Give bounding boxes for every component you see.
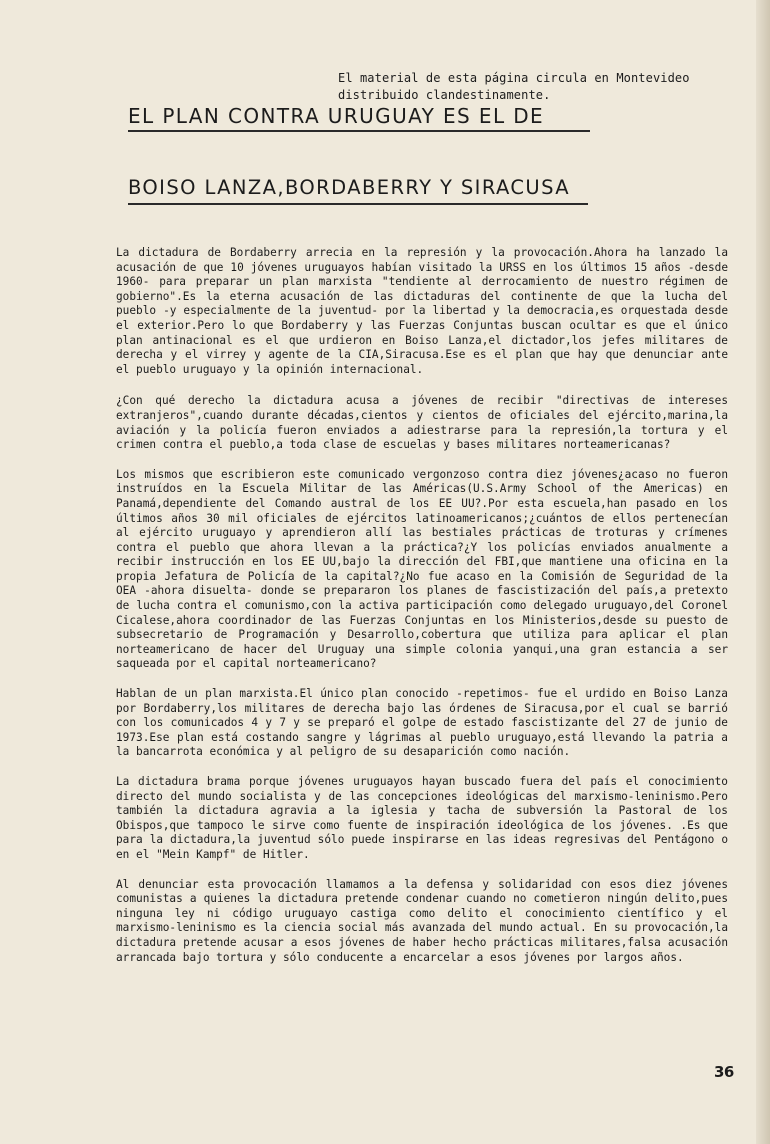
headline-underline-2 — [128, 203, 588, 205]
paragraph-1: La dictadura de Bordaberry arrecia en la represión y la provocación.Ahora ha lanzado la acusación de que 10 jóvenes uruguayos habían visitado la URSS en los últimos 15 años -desde 1960- para preparar un plan marxista "tendiente al derrocamiento de nuestro régimen de gobierno".Es la eterna acusación de las dictaduras del continente de que la lucha del pueblo -y especialmente de la juventud- por la libertad y la democracia,es orquestada desde el exterior.Pero lo que Bordaberry y las Fuerzas Conjuntas buscan ocultar es que el único plan antinacional es el que urdieron en Boiso Lanza,el dictador,los jefes militares de derecha y el virrey y agente de la CIA,Siracusa.Ese es el plan que hay que denunciar ante el pueblo uruguayo y la opinión internacional. — [116, 246, 728, 376]
paragraph-2: ¿Con qué derecho la dictadura acusa a jóvenes de recibir "directivas de intereses extranjeros",cuando durante décadas,cientos y cientos de oficiales del ejército,marina,la aviación y la policía fueron enviados a adiestrarse para la represión,la tortura y el crimen contra el pueblo,a toda clase de escuelas y bases militares norteamericanas? — [116, 394, 728, 452]
headline-line-1: EL PLAN CONTRA URUGUAY ES EL DE — [128, 104, 545, 128]
distribution-note: El material de esta página circula en Montevideo distribuido clandestinamente. — [338, 71, 690, 102]
paragraph-4: Hablan de un plan marxista.El único plan conocido -repetimos- fue el urdido en Boiso Lanza por Bordaberry,los militares de derecha bajo las órdenes de Siracusa,por el cual se barrió con los comunicados 4 y 7 y se preparó el golpe de estado fascistizante del 27 de junio de 1973.Ese plan está costando sangre y lágrimas al pueblo uruguayo,está llevando la patria a la bancarrota económica y al peligro de su desaparición como nación. — [116, 687, 728, 759]
page-edge-shadow — [756, 0, 770, 1144]
paragraph-6: Al denunciar esta provocación llamamos a la defensa y solidaridad con esos diez jóvenes comunistas a quienes la dictadura pretende condenar cuando no cometieron ningún delito,pues ninguna ley ni código uruguayo castiga como delito el conocimiento científico y el marxismo-leninismo es la ciencia social más avanzada del mundo actual. En su provocación,la dictadura pretende acusar a esos jóvenes de haber hecho prácticas militares,falsa acusación arrancada bajo tortura y sólo conducente a encarcelar a esos jóvenes por largos años. — [116, 877, 728, 964]
article-body — [116, 246, 728, 980]
headline-line-2: BOISO LANZA,BORDABERRY Y SIRACUSA — [128, 176, 570, 199]
paragraph-5: La dictadura brama porque jóvenes uruguayos hayan buscado fuera del país el conocimiento directo del mundo socialista y de las concepciones ideológicas del marxismo-leninismo.Pero también la dictadura agravia a la iglesia y tacha de subversión la Pastoral de los Obispos,que tampoco le sirve como fuente de inspiración ideológica de los jóvenes. .Es que para la dictadura,la juventud sólo puede inspirarse en las ideas regresivas del Pentágono o en el "Mein Kampf" de Hitler. — [116, 775, 728, 861]
headline-underline-1 — [128, 130, 590, 132]
paragraph-3: Los mismos que escribieron este comunicado vergonzoso contra diez jóvenes¿acaso no fueron instruídos en la Escuela Militar de las Américas(U.S.Army School of the Americas) en Panamá,dependiente del Comando austral de los EE UU?.Por esta escuela,han pasado en los últimos años 30 mil oficiales de ejércitos latinoamericanos;¿cuántos de ellos pertenecían al ejército uruguayo y aprendieron allí las bestiales prácticas de troturas y crímenes contra el pueblo que ahora llevan a la práctica?¿Y los policías enviados anualmente a recibir instrucción en los EE UU,bajo la dirección del FBI,que mantiene una oficina en la propia Jefatura de Policía de la capital?¿No fue acaso en la Comisión de Seguridad de la OEA -ahora disuelta- donde se prepararon los planes de fascistización del país,a pretexto de lucha contra el comunismo,con la activa participación como delegado uruguayo,del Coronel Cicalese,ahora coordinador de las Fuerzas Conjuntas en los Ministerios,desde su puesto de subsecretario de Programación y Desarrollo,cobertura que utiliza para aplicar el plan norteamericano de hacer del Uruguay una simple colonia yanqui,una gran estancia a ser saqueada por el capital norteamericano? — [116, 467, 728, 671]
page-number: 36 — [714, 1063, 734, 1081]
